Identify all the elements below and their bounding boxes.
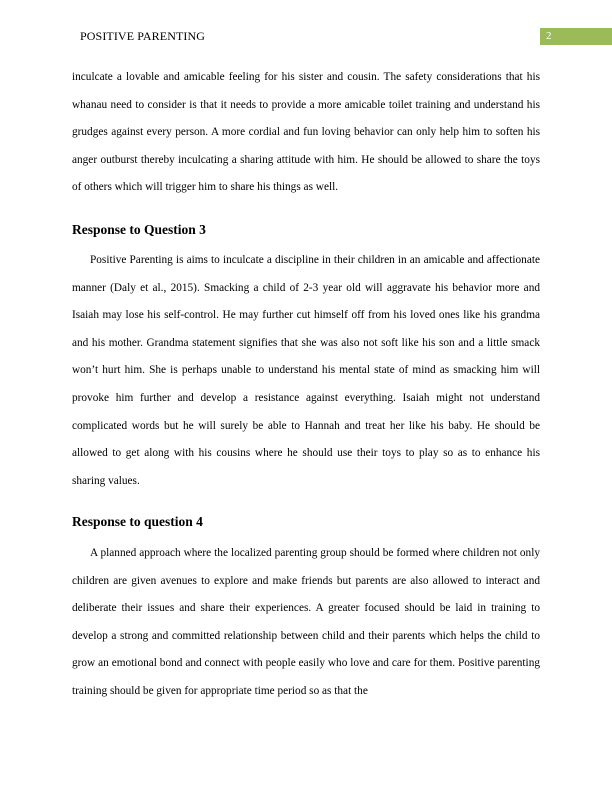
running-head: POSITIVE PARENTING (80, 29, 206, 43)
paragraph-question-3: Positive Parenting is aims to inculcate a discipline in their children in an amicable and affectionate manner (Daly et al., 2015). Smacking a child of 2-3 year old will aggravate his behavior more and Isaiah may lose his self-control. He may further cut himself off from his loved ones like his grandma and his mother. Grandma statement signifies that she was also not soft like his son and a little smack won’t hurt him. She is perhaps unable to understand his mental state of mind as smacking him will provoke him further and develop a resistance against everything. Isaiah might not understand complicated words but he will surely be able to Hannah and treat her like his baby. He should be allowed to get along with his cousins where he should use their toys to play so as to enhance his sharing values. (72, 254, 540, 487)
paragraph-continued: inculcate a lovable and amicable feeling for his sister and cousin. The safety considerations that his whanau need to consider is that it needs to provide a more amicable toilet training and understand his grudges against every person. A more cordial and fun loving behavior can only help him to soften his anger outburst thereby inculcating a sharing attitude with him. He should be allowed to share the toys of others which will trigger him to share his things as well. (72, 71, 540, 194)
heading-question-3: Response to Question 3 (72, 222, 206, 237)
page-number: 2 (540, 28, 612, 45)
paragraph-question-4: A planned approach where the localized parenting group should be formed where children not only children are given avenues to explore and make friends but parents are also allowed to interact and deliberate their issues and share their experiences. A greater focused should be laid in training to develop a strong and committed relationship between child and their parents which helps the child to grow an emotional bond and connect with people easily who love and care for them. Positive parenting training should be given for appropriate time period so as that the (72, 547, 540, 697)
heading-question-4: Response to question 4 (72, 514, 203, 529)
